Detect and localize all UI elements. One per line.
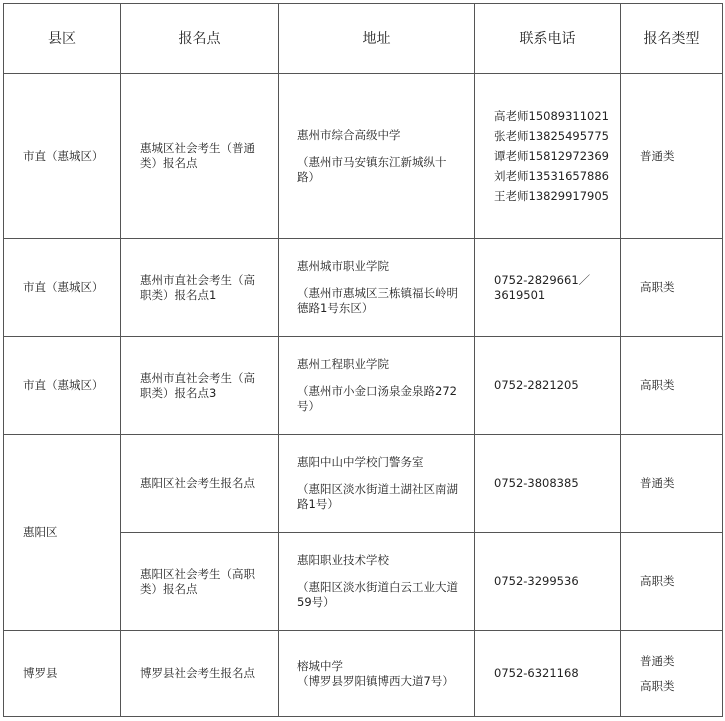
address-detail: （惠州市马安镇东江新城纵十路） <box>297 154 447 184</box>
point-cell: 博罗县社会考生报名点 <box>121 631 279 717</box>
point-cell: 惠阳区社会考生报名点 <box>121 435 279 533</box>
type-cell: 高职类 <box>621 239 723 337</box>
address-detail: （惠阳区淡水街道白云工业大道59号） <box>297 580 458 609</box>
address-name: 惠阳职业技术学校 <box>297 553 389 567</box>
county-cell: 市直（惠城区） <box>4 239 121 337</box>
county-cell: 市直（惠城区） <box>4 74 121 239</box>
address-detail: （惠阳区淡水街道土湖社区南湖路1号） <box>297 482 458 511</box>
address-cell <box>279 74 475 239</box>
header-point: 报名点 <box>121 4 279 74</box>
table-row <box>4 435 723 533</box>
type-cell: 普通类 <box>621 435 723 533</box>
registration-points-table <box>3 3 723 717</box>
phone-contact: 张老师13825495775 <box>494 128 609 143</box>
address-detail: （博罗县罗阳镇博西大道7号） <box>297 673 454 688</box>
header-address: 地址 <box>279 4 475 74</box>
point-cell: 惠城区社会考生（普通类）报名点 <box>121 74 279 239</box>
type-cell <box>621 631 723 717</box>
phone-cell: 0752-6321168 <box>475 631 621 717</box>
phone-cell: 0752-3808385 <box>475 435 621 533</box>
table-row <box>4 337 723 435</box>
point-cell: 惠州市直社会考生（高职类）报名点1 <box>121 239 279 337</box>
address-name: 惠州工程职业学院 <box>297 357 389 371</box>
address-name: 惠阳中山中学校门警务室 <box>297 455 424 469</box>
county-cell: 市直（惠城区） <box>4 337 121 435</box>
type-label: 高职类 <box>640 678 675 693</box>
phone-contact: 高老师15089311021 <box>494 108 609 123</box>
table-header-row <box>4 4 723 74</box>
address-cell <box>279 337 475 435</box>
address-detail: （惠州市惠城区三栋镇福长岭明德路1号东区） <box>297 286 458 315</box>
address-detail: （惠州市小金口汤泉金泉路272号） <box>297 384 457 413</box>
phone-cell: 0752-3299536 <box>475 533 621 631</box>
address-name: 惠州市综合高级中学 <box>297 127 401 142</box>
address-name: 惠州城市职业学院 <box>297 259 389 273</box>
phone-contact: 刘老师13531657886 <box>494 168 609 183</box>
type-cell: 高职类 <box>621 337 723 435</box>
table-row <box>4 631 723 717</box>
table-row <box>4 74 723 239</box>
header-type: 报名类型 <box>621 4 723 74</box>
county-cell: 博罗县 <box>4 631 121 717</box>
header-county: 县区 <box>4 4 121 74</box>
table-row <box>4 239 723 337</box>
type-label: 普通类 <box>640 653 675 668</box>
header-phone: 联系电话 <box>475 4 621 74</box>
county-cell: 惠阳区 <box>4 435 121 631</box>
type-cell: 高职类 <box>621 533 723 631</box>
type-cell: 普通类 <box>621 74 723 239</box>
address-cell <box>279 239 475 337</box>
address-cell <box>279 631 475 717</box>
address-cell <box>279 435 475 533</box>
point-cell: 惠州市直社会考生（高职类）报名点3 <box>121 337 279 435</box>
address-cell <box>279 533 475 631</box>
phone-cell: 0752-2829661／3619501 <box>475 239 621 337</box>
phone-cell: 0752-2821205 <box>475 337 621 435</box>
address-name: 榕城中学 <box>297 658 343 673</box>
phone-contact: 王老师13829917905 <box>494 188 609 203</box>
point-cell: 惠阳区社会考生（高职类）报名点 <box>121 533 279 631</box>
phone-contact: 谭老师15812972369 <box>494 148 609 163</box>
phone-cell <box>475 74 621 239</box>
